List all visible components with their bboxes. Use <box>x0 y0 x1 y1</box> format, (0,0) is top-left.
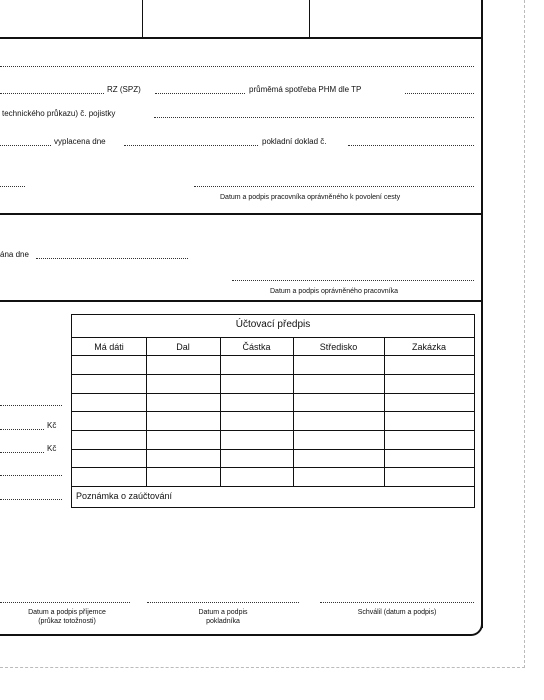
receipt-field[interactable] <box>348 145 474 146</box>
cashier-caption-1: Datum a podpis <box>198 609 248 616</box>
recipient-signature-field[interactable] <box>0 602 130 603</box>
col-header-debit: Má dáti <box>94 342 124 352</box>
approval-signature-caption: Datum a podpis oprávněného pracovníka <box>270 288 399 295</box>
approved-signature-field[interactable] <box>320 602 474 603</box>
table-col-line <box>384 337 385 486</box>
top-section-divider <box>0 37 482 39</box>
left-dotted-line-3[interactable] <box>0 452 44 453</box>
dotted-line-vehicle <box>0 93 104 94</box>
kc-label-2: Kč <box>47 444 57 453</box>
left-dotted-line-1 <box>0 405 62 406</box>
insurance-label: technického průkazu) č. pojistky <box>2 109 116 118</box>
paid-date-field[interactable] <box>124 145 258 146</box>
col-header-amount: Částka <box>242 342 271 352</box>
top-col-line-1 <box>142 0 143 38</box>
rz-label: RZ (SPZ) <box>107 85 141 94</box>
top-col-line-2 <box>309 0 310 38</box>
table-line <box>72 467 474 468</box>
left-dotted-line-4 <box>0 475 62 476</box>
table-line <box>72 393 474 394</box>
table-line <box>72 355 474 356</box>
table-line <box>72 337 474 338</box>
frame-right-border <box>481 0 483 628</box>
authorization-signature-field[interactable] <box>194 186 474 187</box>
section-divider-1 <box>0 213 482 215</box>
insurance-field[interactable] <box>154 117 474 118</box>
recipient-caption-1: Datum a podpis příjemce <box>28 609 106 616</box>
page-edge-right <box>524 0 526 668</box>
approval-signature-field[interactable] <box>232 280 474 281</box>
recipient-caption-2: (průkaz totožnosti) <box>38 618 96 625</box>
col-header-order: Zakázka <box>411 342 446 352</box>
dotted-line-short <box>0 186 25 187</box>
consumption-label: průměmá spotřeba PHM dle TP <box>249 85 362 94</box>
col-header-credit: Dal <box>176 342 190 352</box>
rz-field[interactable] <box>155 93 245 94</box>
table-line <box>72 430 474 431</box>
approved-caption: Schválil (datum a podpis) <box>357 609 437 616</box>
cashier-caption-2: pokladníka <box>206 618 240 625</box>
amount-field[interactable] <box>0 145 51 146</box>
left-dotted-line-2[interactable] <box>0 429 44 430</box>
table-col-line <box>293 337 294 486</box>
accounting-table <box>71 314 475 508</box>
page-edge-bottom <box>0 667 525 669</box>
dotted-line-header <box>0 66 474 67</box>
kc-label-1: Kč <box>47 421 57 430</box>
table-line <box>72 449 474 450</box>
left-dotted-line-5 <box>0 499 62 500</box>
approval-date-label: ána dne <box>0 250 29 259</box>
table-line <box>72 374 474 375</box>
paid-label: vyplacena dne <box>54 137 106 146</box>
cashier-signature-field[interactable] <box>147 602 299 603</box>
table-col-line <box>146 337 147 486</box>
table-line <box>72 411 474 412</box>
consumption-field[interactable] <box>405 93 474 94</box>
accounting-title: Účtovací předpis <box>235 319 311 330</box>
table-col-line <box>220 337 221 486</box>
accounting-note-label: Poznámka o zaúčtování <box>76 491 173 501</box>
col-header-cost-center: Středisko <box>319 342 358 352</box>
section-divider-2 <box>0 300 482 302</box>
approval-date-field[interactable] <box>36 258 188 259</box>
receipt-label: pokladní doklad č. <box>262 137 327 146</box>
authorization-signature-caption: Datum a podpis pracovníka oprávněného k povolení cesty <box>220 194 401 201</box>
table-line <box>72 486 474 487</box>
